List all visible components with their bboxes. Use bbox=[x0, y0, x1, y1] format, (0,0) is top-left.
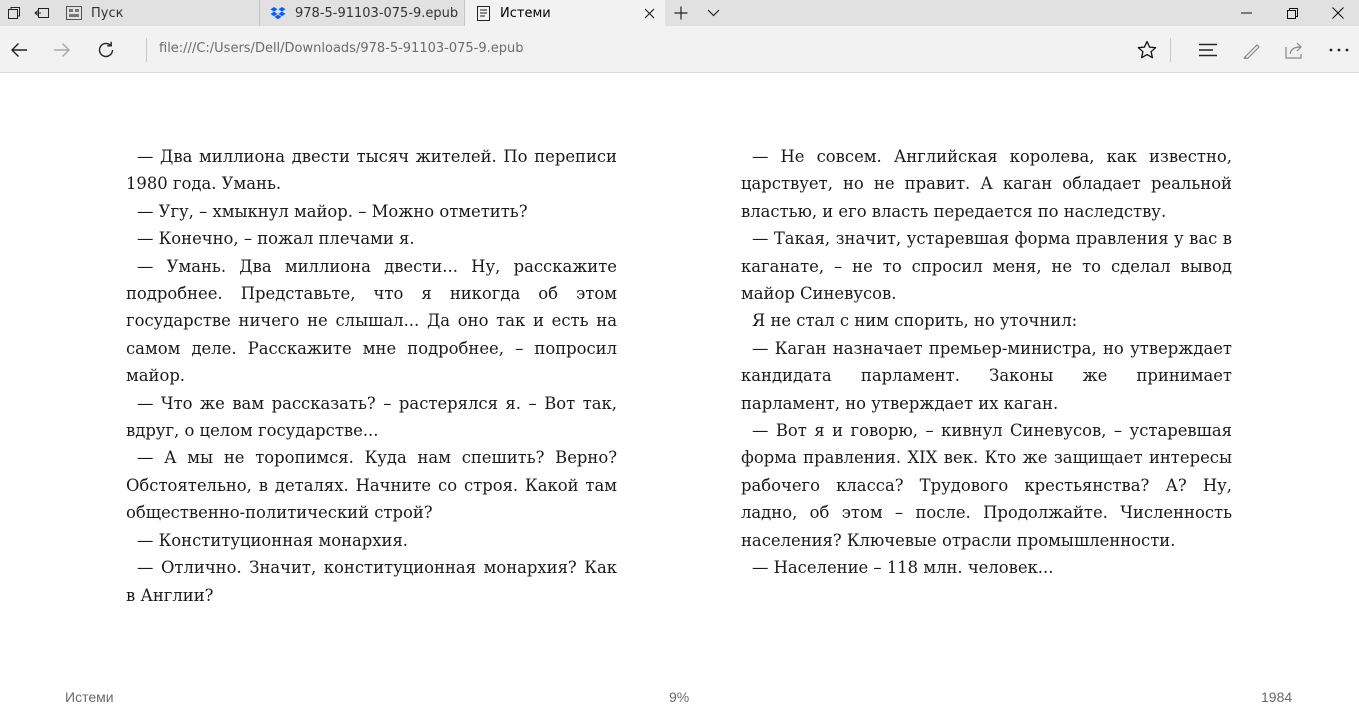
book-icon bbox=[475, 5, 491, 21]
back-button[interactable] bbox=[5, 36, 33, 64]
paragraph: — Такая, значит, устаревшая форма правления у вас в каганате, – не то спросил меня, не то сделал вывод майор Синевусов. bbox=[741, 229, 1232, 304]
hub-icon bbox=[1198, 43, 1218, 57]
plus-icon bbox=[674, 6, 688, 20]
divider bbox=[1170, 38, 1171, 62]
dropbox-icon bbox=[270, 5, 286, 21]
show-tab-previews-button[interactable] bbox=[697, 0, 729, 26]
left-page bbox=[126, 143, 617, 609]
restore-icon bbox=[1287, 8, 1298, 19]
tab-epub-file[interactable] bbox=[260, 0, 465, 26]
paragraph: — Каган назначает премьер-министра, но утверждает кандидата парламент. Законы же принимает парламент, но утверждает их каган. bbox=[741, 338, 1232, 413]
paragraph: — Что же вам рассказать? – растерялся я. – Вот так, вдруг, о целом государстве... bbox=[126, 393, 617, 441]
paragraph: — Вот я и говорю, – кивнул Синевусов, – устаревшая форма правления. XIX век. Кто же защищает интересы рабочего класса? Трудового крестьянства? А? Ну, ладно, об этом – после. Продолжайте. Численность населения? Ключевые отрасли промышленности. bbox=[741, 421, 1232, 550]
refresh-button[interactable] bbox=[92, 36, 120, 64]
paragraph: — Конечно, – пожал плечами я. bbox=[137, 229, 415, 249]
address-field[interactable]: file:///C:/Users/Dell/Downloads/978-5-91103-075-9.epub bbox=[159, 41, 524, 56]
more-button[interactable] bbox=[1325, 36, 1353, 64]
tab-preview-icon bbox=[7, 6, 21, 20]
minimize-icon bbox=[1241, 12, 1252, 14]
more-icon bbox=[1329, 48, 1349, 52]
web-note-button[interactable] bbox=[1238, 36, 1266, 64]
paragraph: — А мы не торопимся. Куда нам спешить? Верно? Обстоятельно, в деталях. Начните со строя. Какой там общественно-политический строй? bbox=[126, 448, 617, 523]
close-tab-button[interactable] bbox=[641, 5, 657, 21]
divider bbox=[146, 38, 147, 62]
tab-start[interactable] bbox=[56, 0, 260, 26]
arrow-right-icon bbox=[53, 42, 71, 58]
new-tab-button[interactable] bbox=[665, 0, 697, 26]
set-aside-icon bbox=[34, 6, 50, 20]
restore-button[interactable] bbox=[1269, 0, 1315, 26]
close-icon bbox=[644, 8, 655, 19]
paragraph: — Два миллиона двести тысяч жителей. По переписи 1980 года. Умань. bbox=[126, 147, 617, 194]
star-icon bbox=[1137, 40, 1157, 60]
page-location: 1984 bbox=[1261, 689, 1293, 705]
set-tabs-aside-button[interactable] bbox=[28, 0, 56, 26]
share-button[interactable] bbox=[1281, 36, 1309, 64]
tab-istemi[interactable] bbox=[465, 0, 665, 26]
arrow-left-icon bbox=[10, 42, 28, 58]
paragraph: — Не совсем. Английская королева, как известно, царствует, но не правит. А каган обладает реальной властью, и его власть передается по наследству. bbox=[741, 147, 1232, 221]
paragraph: Я не стал с ним спорить, но уточнил: bbox=[752, 311, 1078, 331]
book-title-footer: Истеми bbox=[65, 689, 114, 705]
tab-title: 978-5-91103-075-9.epub bbox=[295, 5, 459, 21]
paragraph: — Отлично. Значит, конституционная монархия? Как в Англии? bbox=[126, 558, 617, 605]
forward-button[interactable] bbox=[48, 36, 76, 64]
reading-progress: 9% bbox=[669, 689, 690, 705]
tab-preview-button[interactable] bbox=[0, 0, 28, 26]
close-window-button[interactable] bbox=[1315, 0, 1359, 26]
right-page bbox=[741, 143, 1232, 582]
address-bar bbox=[0, 26, 1359, 73]
start-page-icon bbox=[66, 5, 82, 21]
favorite-button[interactable] bbox=[1133, 36, 1161, 64]
tab-title: Истеми bbox=[500, 5, 551, 21]
pen-icon bbox=[1243, 41, 1261, 59]
tab-bar bbox=[0, 0, 1359, 26]
refresh-icon bbox=[96, 40, 116, 60]
hub-button[interactable] bbox=[1194, 36, 1222, 64]
share-icon bbox=[1285, 41, 1305, 59]
paragraph: — Население – 118 млн. человек... bbox=[752, 558, 1054, 578]
paragraph: — Конституционная монархия. bbox=[137, 530, 408, 550]
close-icon bbox=[1332, 7, 1344, 19]
minimize-button[interactable] bbox=[1223, 0, 1269, 26]
chevron-down-icon bbox=[707, 9, 720, 17]
paragraph: — Умань. Два миллиона двести... Ну, расскажите подробнее. Представьте, что я никогда об этом государстве ничего не слышал... Да оно так и есть на самом деле. Расскажите мне подробнее, – попросил майор. bbox=[126, 256, 617, 386]
tab-title: Пуск bbox=[91, 5, 124, 21]
paragraph: — Угу, – хмыкнул майор. – Можно отметить? bbox=[137, 201, 528, 221]
